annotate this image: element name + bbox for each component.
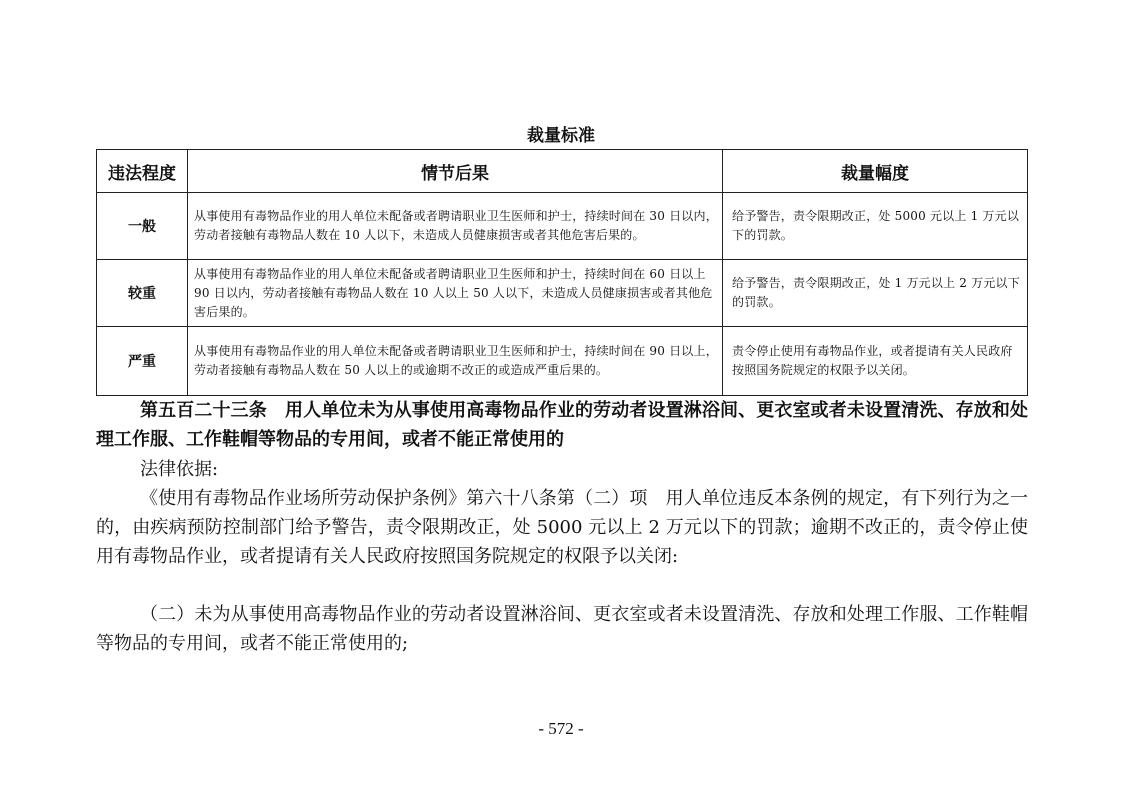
row-penalty: 责令停止使用有毒物品作业，或者提请有关人民政府按照国务院规定的权限予以关闭。 <box>723 327 1028 396</box>
row-penalty: 给予警告，责令限期改正，处 5000 元以上 1 万元以下的罚款。 <box>723 193 1028 260</box>
row-penalty: 给予警告，责令限期改正，处 1 万元以上 2 万元以下的罚款。 <box>723 260 1028 327</box>
page-number: - 572 - <box>538 719 584 738</box>
discretion-standard-table <box>96 149 1028 396</box>
header-penalty-range: 裁量幅度 <box>723 150 1028 193</box>
header-circumstances: 情节后果 <box>188 150 723 193</box>
legal-basis-label: 法律依据: <box>140 459 219 480</box>
legal-basis-text: 《使用有毒物品作业场所劳动保护条例》第六十八条第（二）项 用人单位违反本条例的规定，有下列行为之一的，由疾病预防控制部门给予警告，责令限期改正，处 5000 元以上 2 万元以下的罚款；逾期不改正的，责令停止使用有毒物品作业，或者提请有关人民政府按照国务院规定的权限予以关闭: <box>96 488 1028 567</box>
row-level: 一般 <box>97 193 188 260</box>
header-violation-degree: 违法程度 <box>97 150 188 193</box>
article-heading: 第五百二十三条 用人单位未为从事使用高毒物品作业的劳动者设置淋浴间、更衣室或者未设置清洗、存放和处理工作服、工作鞋帽等物品的专用间，或者不能正常使用的 <box>96 400 1028 450</box>
table-row <box>97 260 1028 327</box>
row-consequence: 从事使用有毒物品作业的用人单位未配备或者聘请职业卫生医师和护士，持续时间在 90 日以上，劳动者接触有毒物品人数在 50 人以上的或逾期不改正的或造成严重后果的。 <box>188 327 723 396</box>
table-header-row <box>97 150 1028 193</box>
row-consequence: 从事使用有毒物品作业的用人单位未配备或者聘请职业卫生医师和护士，持续时间在 30 日以内，劳动者接触有毒物品人数在 10 人以下，未造成人员健康损害或者其他危害后果的。 <box>188 193 723 260</box>
sub-item-text: （二）未为从事使用高毒物品作业的劳动者设置淋浴间、更衣室或者未设置清洗、存放和处理工作服、工作鞋帽等物品的专用间，或者不能正常使用的; <box>96 604 1028 654</box>
row-consequence: 从事使用有毒物品作业的用人单位未配备或者聘请职业卫生医师和护士，持续时间在 60 日以上 90 日以内，劳动者接触有毒物品人数在 10 人以上 50 人以下，未造成人员健康损害或者其他危害后果的。 <box>188 260 723 327</box>
table-row <box>97 193 1028 260</box>
row-level: 较重 <box>97 260 188 327</box>
table-title: 裁量标准 <box>527 126 595 146</box>
table-row <box>97 327 1028 396</box>
row-level: 严重 <box>97 327 188 396</box>
